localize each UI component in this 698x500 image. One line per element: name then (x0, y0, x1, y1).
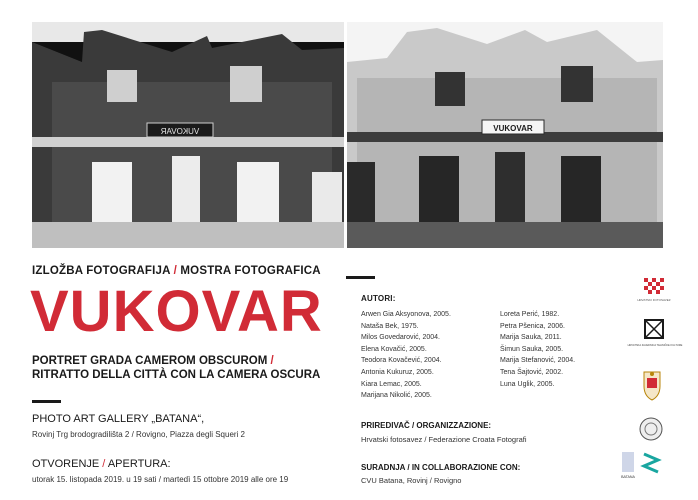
collaboration-heading: SURADNJA / IN COLLABORAZIONE CON: (361, 463, 521, 472)
batana-logo-icon (618, 448, 666, 482)
author-item: Petra Pšenica, 2006. (500, 322, 565, 330)
exhibition-title: VUKOVAR (30, 279, 323, 344)
gallery-name: PHOTO ART GALLERY „BATANA“, (32, 413, 205, 425)
round-seal-icon (638, 416, 664, 442)
author-item: Loreta Perić, 1982. (500, 311, 560, 318)
author-item: Arwen Gia Aksyonova, 2005. (361, 311, 451, 318)
photo-positive-building (347, 22, 663, 248)
opening-separator: / (102, 458, 106, 470)
collaboration-text: CVU Batana, Rovinj / Rovigno (361, 476, 462, 485)
subtitle-separator: / (270, 355, 274, 367)
organizer-text: Hrvatski fotosavez / Federazione Croata Fotografi (361, 435, 527, 444)
organizer-heading: PRIREDIVAČ / ORGANIZZAZIONE: (361, 421, 492, 430)
author-item: Marija Stefanović, 2004. (500, 357, 576, 365)
coat-of-arms-icon (641, 368, 663, 402)
authors-column-2 (500, 309, 575, 390)
subtitle-part2: RITRATTO DELLA CITTÀ CON LA CAMERA OSCURA (32, 369, 321, 381)
logo-caption-0: HRVATSKI FOTOSAVEZ (637, 298, 671, 302)
kicker-part2: MOSTRA FOTOGRAFICA (180, 265, 321, 277)
gallery-rule (32, 400, 61, 403)
authors-heading: AUTORI: (361, 294, 396, 303)
opening-label-part2: APERTURA: (107, 458, 171, 470)
author-item: Marija Sauka, 2011. (500, 334, 562, 342)
author-item: Šimun Sauka, 2005. (500, 345, 564, 353)
photo-negative-building (32, 22, 344, 248)
author-item: Antonia Kukuruz, 2005. (361, 368, 434, 376)
kicker-part1: IZLOŽBA FOTOGRAFIJA (32, 265, 171, 277)
subtitle-part1: PORTRET GRADA CAMEROM OBSCUROM (32, 355, 268, 367)
author-item: Kiara Lemac, 2005. (361, 380, 422, 388)
cube-logo-icon (627, 318, 683, 362)
exhibition-kicker (32, 265, 321, 277)
gallery-address: Rovinj Trg brodogradilišta 2 / Rovigno, Piazza degli Squeri 2 (32, 430, 246, 439)
exhibition-subtitle (32, 354, 332, 382)
author-item: Marijana Nikolić, 2005. (361, 392, 432, 400)
authors-column-1 (361, 309, 451, 402)
author-item: Tena Šajtović, 2002. (500, 368, 564, 376)
author-item: Milos Govedarović, 2004. (361, 334, 440, 342)
author-item: Nataša Bek, 1975. (361, 322, 419, 330)
opening-datetime: utorak 15. listopada 2019. u 19 sati / martedì 15 ottobre 2019 alle ore 19 (32, 475, 289, 484)
logo-caption-4: BATANA (621, 475, 635, 479)
author-item: Teodora Kovačević, 2004. (361, 357, 442, 365)
author-item: Elena Kovačić, 2005. (361, 345, 427, 353)
authors-rule (346, 276, 375, 279)
author-item: Luna Uglik, 2005. (500, 380, 555, 388)
opening-label (32, 458, 171, 470)
kicker-separator: / (173, 265, 177, 277)
opening-label-part1: OTVORENJE (32, 458, 100, 470)
checkerboard-logo-icon (637, 276, 671, 312)
positive-sign-text: VUKOVAR (493, 124, 533, 133)
logo-caption-1: HRVATSKA ZAJEDNICA TEHNIČKE KULTURE (627, 344, 683, 347)
negative-sign-text: VUKOVAR (160, 127, 200, 136)
